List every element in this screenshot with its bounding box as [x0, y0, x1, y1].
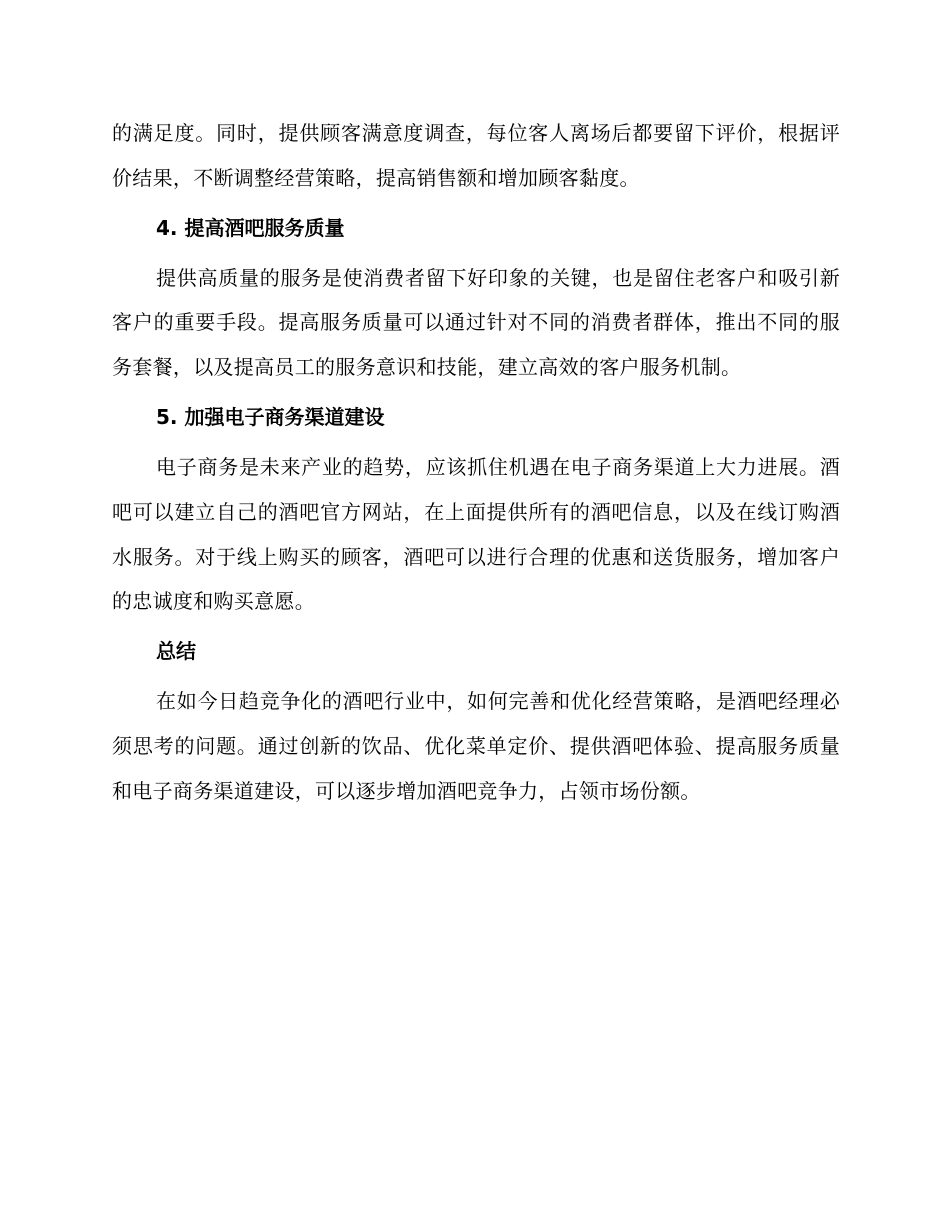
- heading-summary: 总结: [156, 639, 196, 664]
- heading-service-quality: 4. 提高酒吧服务质量: [156, 215, 345, 240]
- heading-ecommerce: 5. 加强电子商务渠道建设: [156, 404, 385, 429]
- paragraph-satisfaction: 的满足度。同时，提供顾客满意度调查，每位客人离场后都要留下评价，根据评价结果，不断调整经营策略，提高销售额和增加顾客黏度。: [112, 121, 840, 190]
- paragraph-service-quality: 提供高质量的服务是使消费者留下好印象的关键，也是留住老客户和吸引新客户的重要手段。提高服务质量可以通过针对不同的消费者群体，推出不同的服务套餐，以及提高员工的服务意识和技能，建立高效的客户服务机制。: [112, 265, 840, 380]
- paragraph-ecommerce: 电子商务是未来产业的趋势，应该抓住机遇在电子商务渠道上大力进展。酒吧可以建立自己的酒吧官方网站，在上面提供所有的酒吧信息，以及在线订购酒水服务。对于线上购买的顾客，酒吧可以进行合理的优惠和送货服务，增加客户的忠诚度和购买意愿。: [112, 454, 840, 614]
- paragraph-summary: 在如今日趋竞争化的酒吧行业中，如何完善和优化经营策略，是酒吧经理必须思考的问题。通过创新的饮品、优化菜单定价、提供酒吧体验、提高服务质量和电子商务渠道建设，可以逐步增加酒吧竞争力，占领市场份额。: [112, 689, 840, 803]
